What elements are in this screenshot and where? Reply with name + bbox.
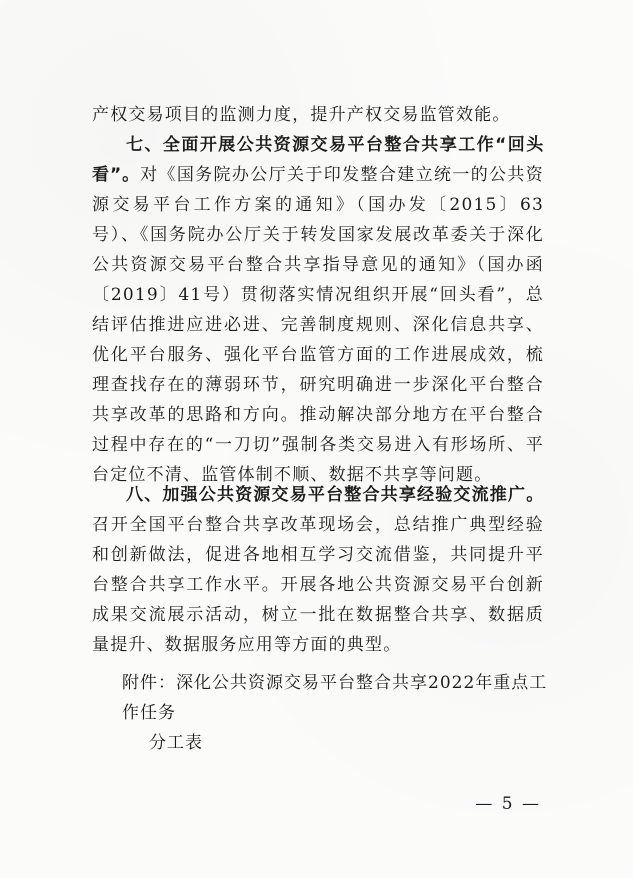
paragraph-opening: 产权交易项目的监测力度，提升产权交易监管效能。 — [92, 105, 511, 125]
section-7 — [92, 130, 544, 490]
section-7-heading: 七、全面开展公共资源交易平台整合共享工作“回头看”。 — [92, 135, 544, 185]
attachment-line-1: 附件：深化公共资源交易平台整合共享2022年重点工作任务 — [122, 673, 548, 723]
section-8-body: 召开全国平台整合共享改革现场会，总结推广典型经验和创新做法，促进各地相互学习交流借鉴，共同提升平台整合共享工作水平。开展各地公共资源交易平台创新成果交流展示活动，树立一批在数据整合共享、数据质量提升、数据服务应用等方面的典型。 — [92, 515, 544, 655]
section-8-heading: 八、加强公共资源交易平台整合共享经验交流推广。 — [126, 485, 544, 505]
section-8 — [92, 480, 544, 660]
page-number: — 5 — — [475, 794, 541, 814]
attachment-note — [122, 668, 552, 758]
attachment-line-2: 分工表 — [149, 733, 203, 753]
section-7-body: 对《国务院办公厅关于印发整合建立统一的公共资源交易平台工作方案的通知》（国办发〔2015〕63号）、《国务院办公厅关于转发国家发展改革委关于深化公共资源交易平台整合共享指导意见的通知》（国办函〔2019〕41号）贯彻落实情况组织开展“回头看”，总结评估推进应进必进、完善制度规则、深化信息共享、优化平台服务、强化平台监管方面的工作进展成效，梳理查找存在的薄弱环节，研究明确进一步深化平台整合共享改革的思路和方向。推动解决部分地方在平台整合过程中存在的“一刀切”强制各类交易进入有形场所、平台定位不清、监管体制不顺、数据不共享等问题。 — [92, 165, 544, 485]
